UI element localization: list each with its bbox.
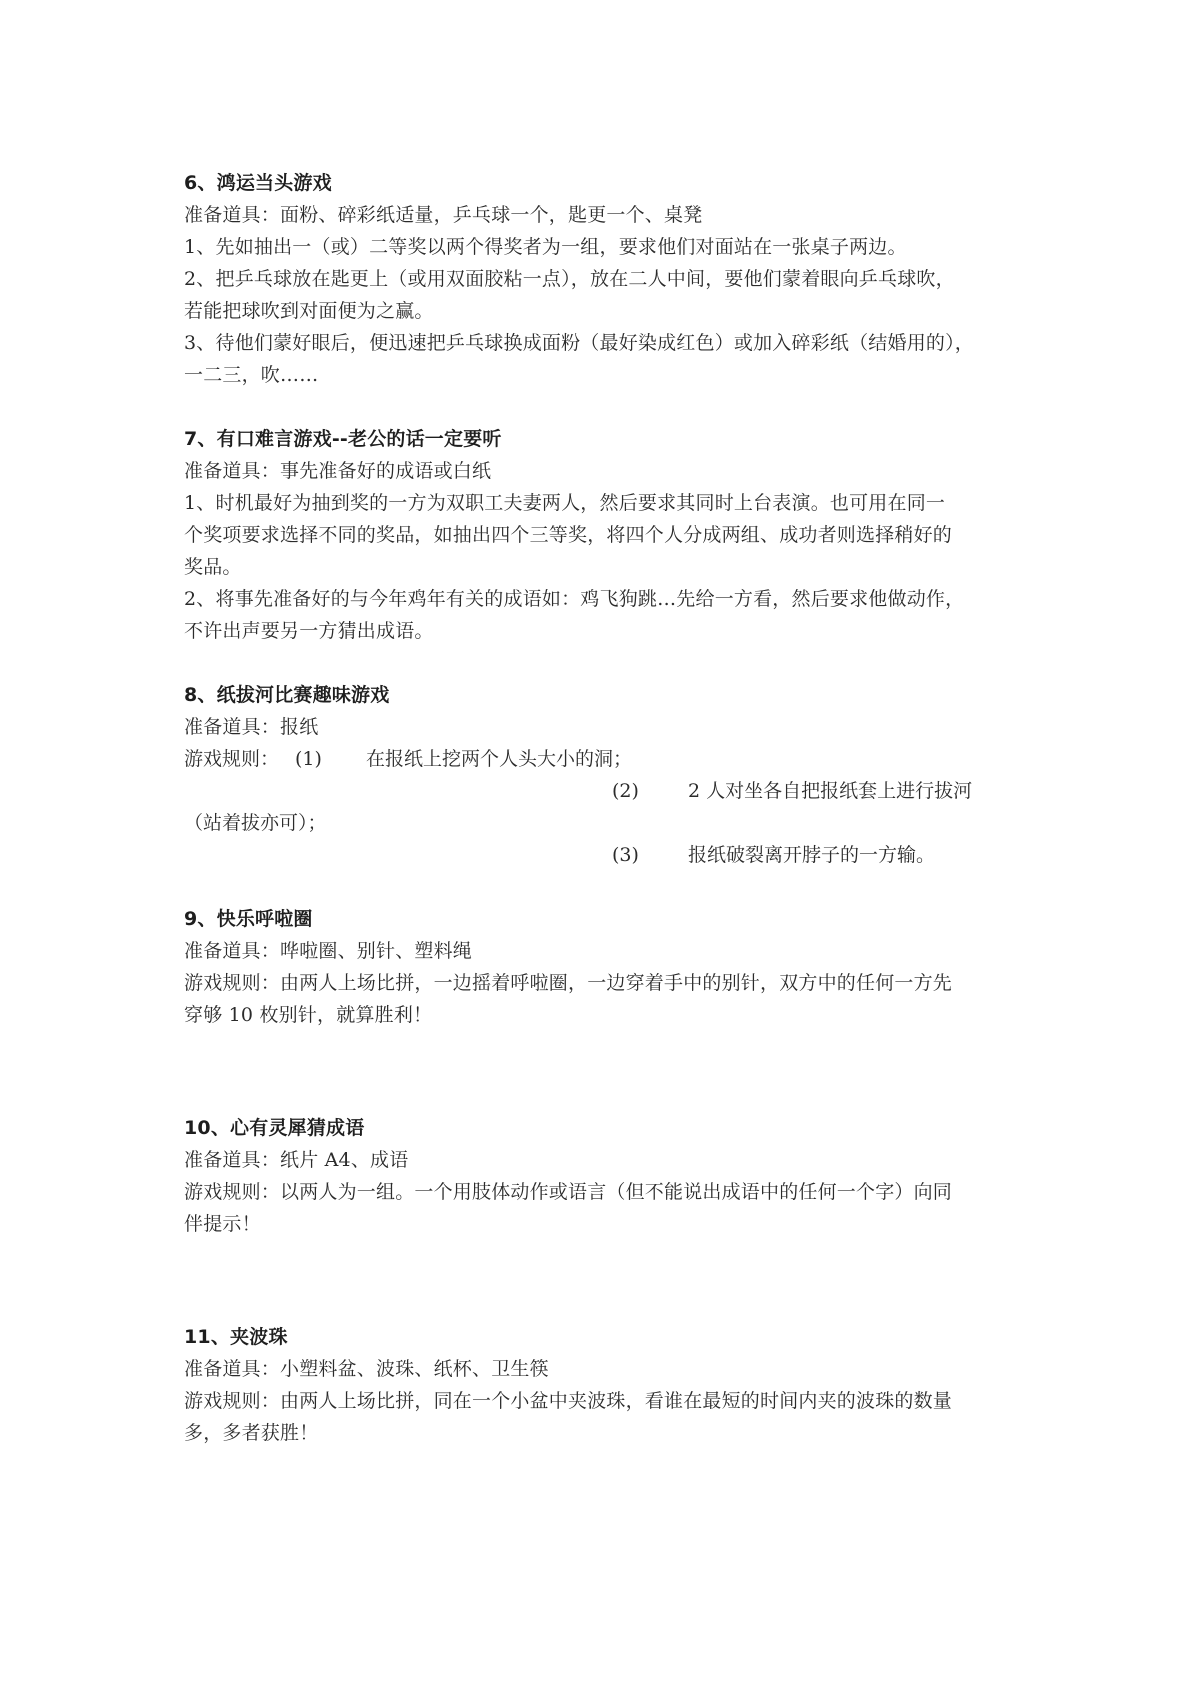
paragraph-line: 个奖项要求选择不同的奖品，如抽出四个三等奖，将四个人分成两组、成功者则选择稍好的 (184, 524, 953, 546)
rule-number: (1) (295, 748, 322, 770)
rule-text: 2 人对坐各自把报纸套上进行拔河 (688, 780, 973, 802)
paragraph-line: 1、先如抽出一（或）二等奖以两个得奖者为一组，要求他们对面站在一张桌子两边。 (184, 236, 907, 258)
paragraph-line: 游戏规则：以两人为一组。一个用肢体动作或语言（但不能说出成语中的任何一个字）向同 (184, 1181, 953, 1203)
paragraph-line: 3、待他们蒙好眼后，便迅速把乒乓球换成面粉（最好染成红色）或加入碎彩纸（结婚用的）， (184, 332, 974, 354)
paragraph-line: 游戏规则：由两人上场比拼，一边摇着呼啦圈，一边穿着手中的别针，双方中的任何一方先 (184, 972, 953, 994)
paragraph-line: 伴提示！ (184, 1213, 261, 1235)
section-title: 7、有口难言游戏--老公的话一定要听 (184, 428, 502, 450)
paragraph-line: 准备道具：面粉、碎彩纸适量，乒乓球一个，匙更一个、桌凳 (184, 204, 703, 226)
section-title: 9、快乐呼啦圈 (184, 908, 313, 930)
paragraph-line: 2、把乒乓球放在匙更上（或用双面胶粘一点），放在二人中间，要他们蒙着眼向乒乓球吹， (184, 268, 955, 290)
paragraph-line: 奖品。 (184, 556, 242, 578)
paragraph-line: 准备道具：报纸 (184, 716, 319, 738)
paragraph-line: 一二三，吹…… (184, 364, 319, 386)
paragraph-line: 准备道具：哗啦圈、别针、塑料绳 (184, 940, 473, 962)
paragraph-line: 若能把球吹到对面便为之赢。 (184, 300, 434, 322)
paragraph-line: 2、将事先准备好的与今年鸡年有关的成语如：鸡飞狗跳…先给一方看，然后要求他做动作， (184, 588, 965, 610)
rules-label: 游戏规则： (184, 748, 280, 770)
paragraph-line: 不许出声要另一方猜出成语。 (184, 620, 434, 642)
paragraph-line: 准备道具：事先准备好的成语或白纸 (184, 460, 492, 482)
rule-text: 报纸破裂离开脖子的一方输。 (688, 844, 936, 866)
rule-number: (3) (612, 844, 639, 866)
rule-continuation: （站着拔亦可）； (184, 812, 327, 834)
section-title: 6、鸿运当头游戏 (184, 172, 332, 194)
rule-text: 在报纸上挖两个人头大小的洞； (366, 748, 633, 770)
section-title: 8、纸拔河比赛趣味游戏 (184, 684, 390, 706)
paragraph-line: 准备道具：纸片 A4、成语 (184, 1149, 409, 1171)
paragraph-line: 1、时机最好为抽到奖的一方为双职工夫妻两人，然后要求其同时上台表演。也可用在同一 (184, 492, 946, 514)
section-title: 11、夹波珠 (184, 1326, 288, 1348)
paragraph-line: 多，多者获胜！ (184, 1422, 319, 1444)
section-title: 10、心有灵犀猜成语 (184, 1117, 365, 1139)
paragraph-line: 游戏规则：由两人上场比拼，同在一个小盆中夹波珠，看谁在最短的时间内夹的波珠的数量 (184, 1390, 953, 1412)
rule-number: (2) (612, 780, 639, 802)
paragraph-line: 穿够 10 枚别针，就算胜利！ (184, 1004, 433, 1026)
paragraph-line: 准备道具：小塑料盆、波珠、纸杯、卫生筷 (184, 1358, 549, 1380)
